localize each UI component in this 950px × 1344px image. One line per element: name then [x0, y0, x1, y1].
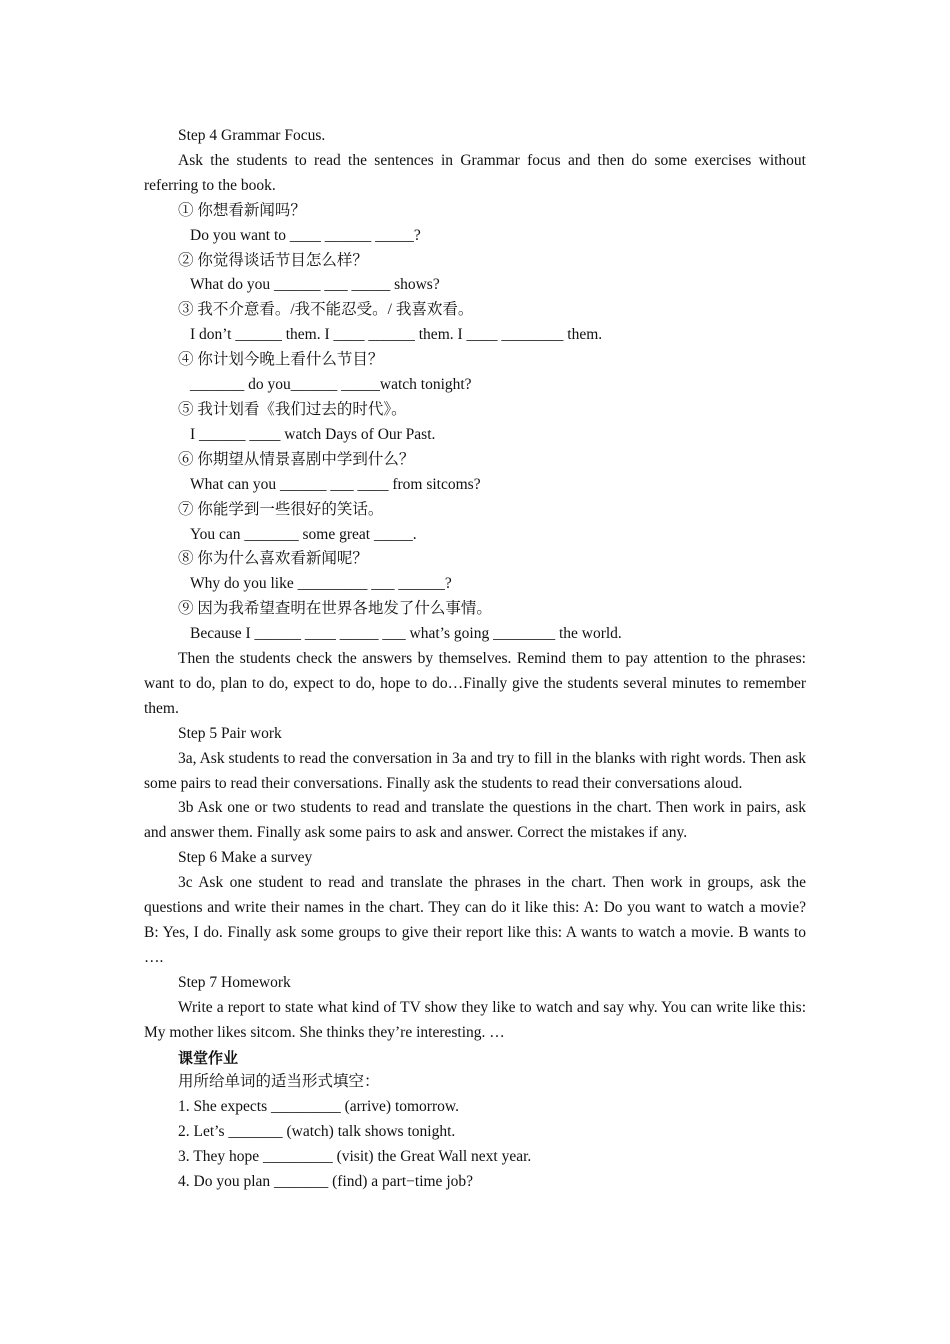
exercise-6-english: What can you ______ ___ ____ from sitcoms?	[190, 475, 481, 493]
exercise-2-english: What do you ______ ___ _____ shows?	[190, 276, 440, 294]
exercise-4-chinese: ④ 你计划今晚上看什么节目？	[178, 351, 384, 369]
step4-intro: Ask the students to read the sentences in Grammar focus and then do some exercises without referring to the book.	[144, 151, 806, 194]
exercise-4-english: _______ do you______ _____watch tonight?	[190, 376, 472, 394]
exercise-5-english: I ______ ____ watch Days of Our Past.	[190, 425, 436, 443]
classwork-question-2: 2. Let’s _______ (watch) talk shows tonight.	[178, 1123, 456, 1141]
classwork-title: 课堂作业	[178, 1048, 239, 1067]
classwork-question-3: 3. They hope _________ (visit) the Great Wall next year.	[178, 1148, 532, 1166]
classwork-question-1: 1. She expects _________ (arrive) tomorrow.	[178, 1098, 459, 1116]
exercise-7-english: You can _______ some great _____.	[190, 525, 417, 543]
step6-heading: Step 6 Make a survey	[178, 849, 313, 867]
exercise-3-chinese: ③ 我不介意看。/我不能忍受。/ 我喜欢看。	[178, 301, 474, 319]
exercise-1-english: Do you want to ____ ______ _____?	[190, 226, 421, 244]
classwork-instruction: 用所给单词的适当形式填空：	[178, 1073, 380, 1091]
exercise-7-chinese: ⑦ 你能学到一些很好的笑话。	[178, 500, 384, 518]
step7-heading: Step 7 Homework	[178, 973, 291, 991]
exercise-9-chinese: ⑨ 因为我希望查明在世界各地发了什么事情。	[178, 600, 492, 618]
document-page	[144, 124, 806, 1195]
step5-3b-paragraph: 3b Ask one or two students to read and translate the questions in the chart. Then work in pairs, ask and answer them. Finally ask some pairs to ask and answer. Correct the mistakes if any.	[144, 799, 806, 842]
exercise-1-chinese: ① 你想看新闻吗？	[178, 201, 306, 219]
exercise-9-english: Because I ______ ____ _____ ___ what’s going ________ the world.	[190, 625, 622, 643]
classwork-question-4: 4. Do you plan _______ (find) a part−time job?	[178, 1173, 473, 1191]
exercise-2-chinese: ② 你觉得谈话节目怎么样？	[178, 251, 368, 269]
exercise-8-english: Why do you like _________ ___ ______?	[190, 575, 452, 593]
step5-heading: Step 5 Pair work	[178, 724, 282, 742]
exercise-5-chinese: ⑤ 我计划看《我们过去的时代》。	[178, 400, 407, 418]
exercise-3-english: I don’t ______ them. I ____ ______ them. I ____ ________ them.	[190, 326, 603, 344]
step7-paragraph: Write a report to state what kind of TV show they like to watch and say why. You can write like this: My mother likes sitcom. She thinks they’re interesting. …	[144, 998, 806, 1041]
step4-check-paragraph: Then the students check the answers by themselves. Remind them to pay attention to the phrases: want to do, plan to do, expect to do, hope to do…Finally give the students several minutes to remember them.	[144, 650, 806, 717]
step6-3c-paragraph: 3c Ask one student to read and translate the phrases in the chart. Then work in groups, ask the questions and write their names in the chart. They can do it like this: A: Do you want to watch a movie? B: Yes, I do. Finally ask some groups to give their report like this: A wants to watch a movie. B wants to ….	[144, 874, 806, 966]
step5-3a-paragraph: 3a, Ask students to read the conversation in 3a and try to fill in the blanks with right words. Then ask some pairs to read their conversations. Finally ask the students to read their conversations aloud.	[144, 749, 806, 792]
step4-heading: Step 4 Grammar Focus.	[178, 127, 326, 144]
exercise-8-chinese: ⑧ 你为什么喜欢看新闻呢？	[178, 550, 368, 568]
exercise-6-chinese: ⑥ 你期望从情景喜剧中学到什么？	[178, 450, 415, 468]
